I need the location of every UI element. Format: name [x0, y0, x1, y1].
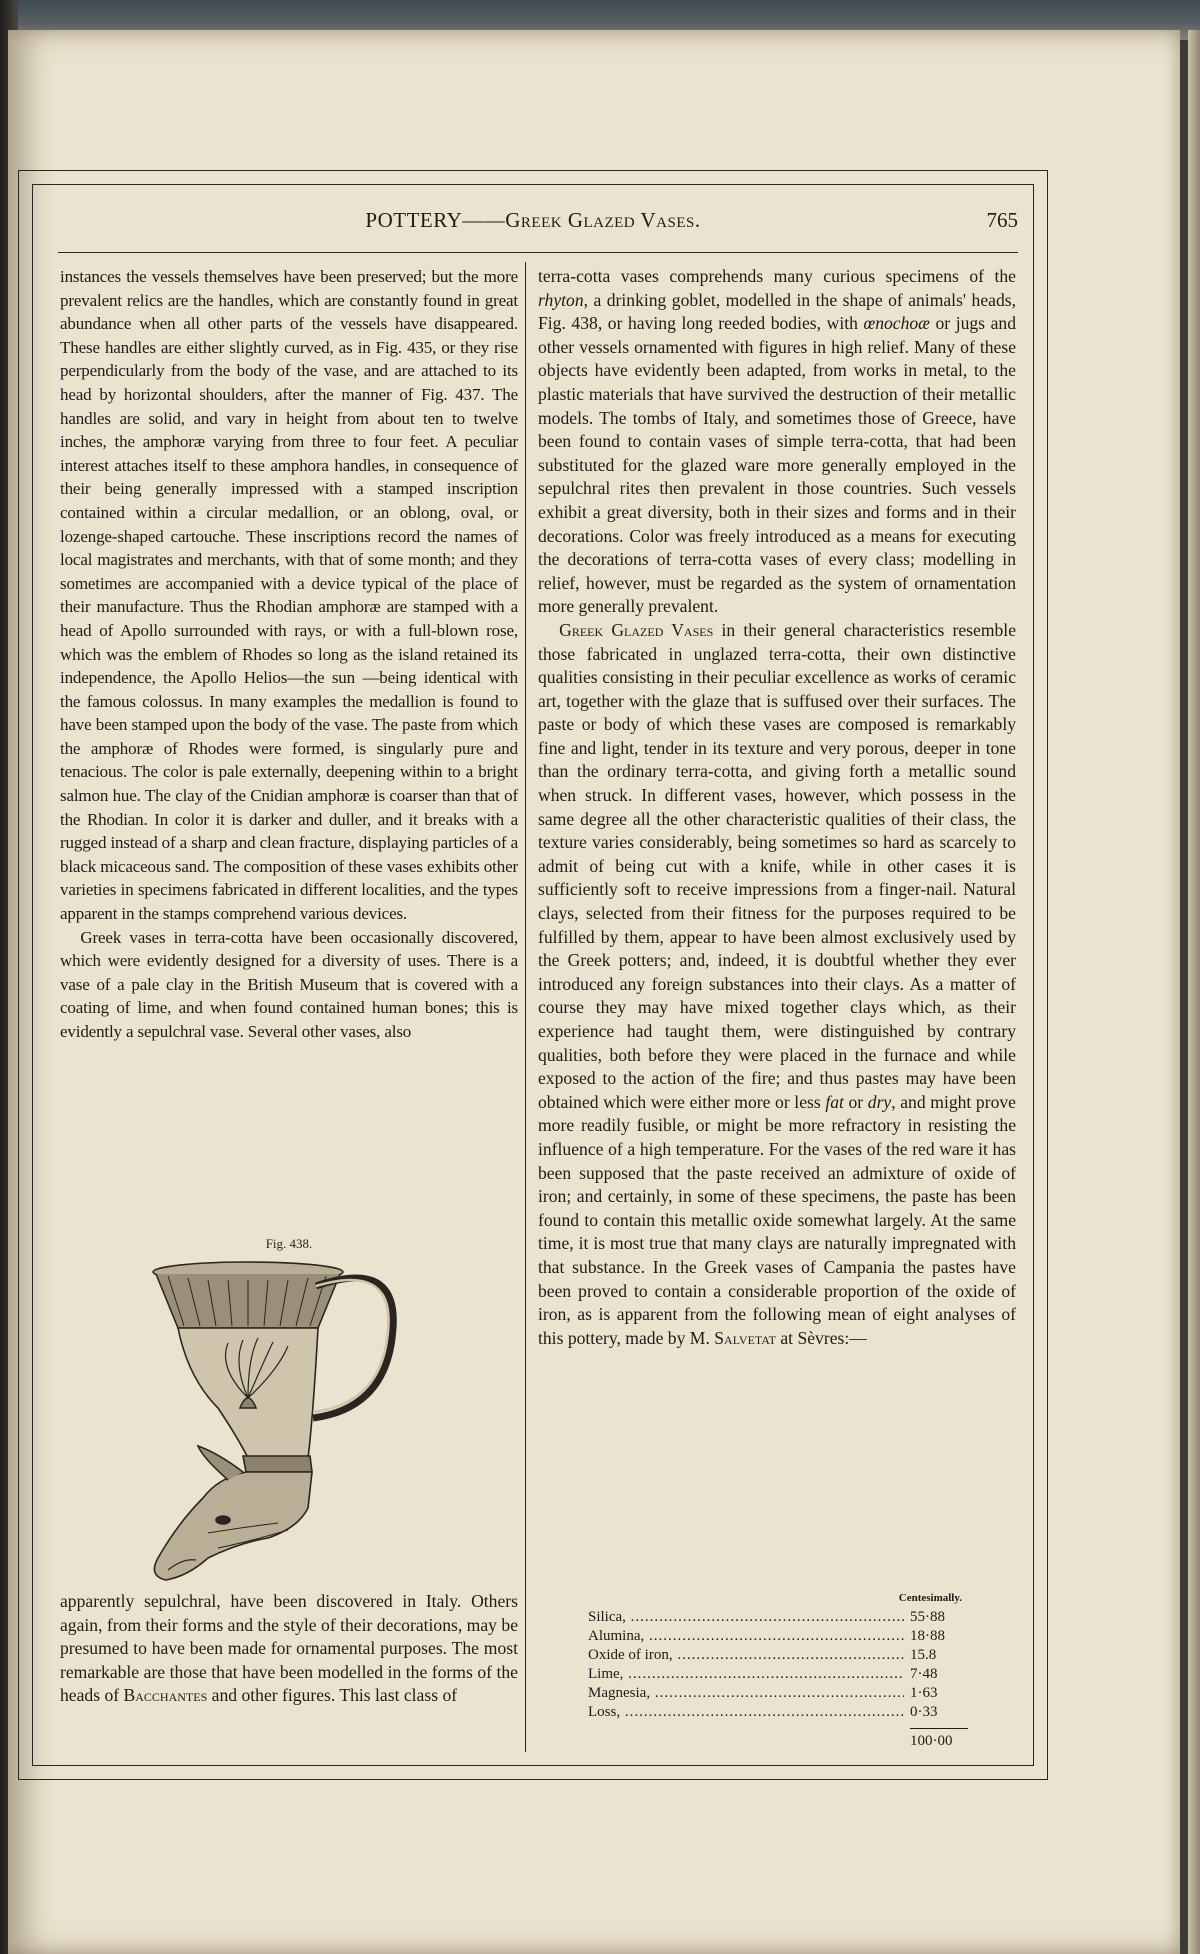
book-page: [8, 30, 1180, 1954]
component-name: Oxide of iron, .....: [588, 1646, 904, 1665]
table-row: [588, 1703, 968, 1722]
left-paragraph-3-start: apparently sepulchral, have been discovered in Italy. Others again, from their forms and the style of their decorations, may be presumed to have been made for ornamental purposes. The most remarkable are those that have been modelled in the forms of the heads of: [60, 1591, 518, 1706]
dry-term: dry: [867, 1091, 892, 1112]
right-paragraph-2: [538, 619, 1016, 1350]
oenochoae-term: œnochoæ: [863, 313, 930, 334]
left-paragraph-1: instances the vessels themselves have been preserved; but the more prevalent relics are the handles, which are constantly found in great abundance when all other parts of the vessels have disappeared. These handles are either slightly curved, as in Fig. 435, or they rise perpendicularly from the body of the vase, and are attached to its head by horizontal shoulders, after the manner of Fig. 437. The handles are solid, and vary in height from about ten to twelve inches, the amphoræ varying from three to four feet. A peculiar interest attaches itself to these amphora handles, in consequence of their being generally impressed with a stamped inscription contained within a circular medallion, or an oblong, oval, or lozenge-shaped cartouche. These inscriptions record the names of local magistrates and merchants, with that of some month; and they sometimes are accompanied with a device typical of the place of their manufacture. Thus the Rhodian amphoræ are stamped with a head of Apollo surrounded with rays, or with a full-blown rose, which was the emblem of Rhodes so long as the island retained its independence, the Apollo Helios—the sun —being identical with the famous colossus. In many examples the medallion is found to have been stamped upon the body of the vase. The paste from which the amphoræ of Rhodes were formed, is singularly pure and tenacious. The color is pale externally, deepening within to a bright salmon hue. The clay of the Cnidian amphoræ is coarser than that of the Rhodian. In color it is darker and duller, and it breaks with a rugged instead of a sharp and clean fracture, displaying particles of a black micaceous sand. The composition of these vases exhibits other varieties in specimens fabricated in different localities, and the types apparent in the stamps comprehend various devices.: [60, 267, 518, 924]
header-rule: [58, 252, 1018, 253]
right-paragraph-2-a: in their general characteristics resemble those fabricated in unglazed terra-cotta, their own distinctive qualities consisting in their peculiar excellence as works of ceramic art, together with the glaze that is suffused over their surfaces. The paste or body of which these vases are composed is remarkably fine and light, tender in its texture and very porous, deeper in tone than the ordinary terra-cotta, and giving forth a metallic sound when struck. In different vases, however, which possess in the same degree all the other characteristic qualities of their class, the texture varies considerably, being sometimes so hard as scarcely to admit of being cut with a knife, while in other cases it is sufficiently soft to receive impressions from a finger-nail. Natural clays, selected from their fitness for the purposes required to be fulfilled by them, appear to have been almost exclusively used by the Greek potters; and, indeed, it is doubtful whether they ever introduced any foreign substances into their clays. As a matter of course they may have mixed together clays which, as their experience had taught them, were distinguished by contrary qualities, both before they were placed in the furnace and while exposed to the action of the fire; and thus pastes may have been obtained which were either more or less: [538, 619, 1017, 1112]
left-column: [60, 265, 518, 1044]
component-name: Magnesia, .....: [588, 1684, 904, 1703]
rhyton-animal-head-vase-illustration: [148, 1258, 438, 1593]
salvetat-name: Salvetat: [714, 1327, 776, 1348]
total-rule: [910, 1728, 968, 1729]
right-paragraph-1-c: or jugs and other vessels ornamented with figures in high relief. Many of these objects have evidently been adapted, from works in metal, to the plastic materials that have survived the destruction of their metallic models. The tombs of Italy, and sometimes those of Greece, have been found to contain vases of simple terra-cotta, that had been substituted for the glazed ware more generally employed in the sepulchral rites then prevalent in those countries. Such vessels exhibit a great diversity, both in their sizes and forms and in their decorations. Color was freely introduced as a means for executing the decorations of terra-cotta vases of every class; modelling in relief, however, must be regarded as the system of ornamentation more generally prevalent.: [538, 313, 1016, 617]
page-number: 765: [986, 208, 1018, 232]
right-paragraph-1-a: terra-cotta vases comprehends many curious specimens of the: [538, 266, 1016, 286]
component-value: 15.8: [910, 1647, 937, 1663]
table-row: [588, 1646, 968, 1665]
right-paragraph-1-b: , a drinking goblet, modelled in the shape of animals' heads, Fig. 438, or having long reeded bodies, with: [538, 289, 1016, 334]
fat-term: fat: [825, 1091, 844, 1112]
greek-glazed-vases-heading: Greek Glazed Vases: [559, 619, 714, 640]
composition-header: Centesimally.: [898, 1592, 962, 1604]
running-head-title: [48, 208, 1018, 233]
rhyton-term: rhyton: [538, 289, 584, 310]
right-paragraph-2-or: or: [843, 1091, 868, 1112]
left-paragraph-2: Greek vases in terra-cotta have been occasionally discovered, which were evidently designed for a diversity of uses. There is a vase of a pale clay in the British Museum that is covered with a coating of lime, and when found contained human bones; this is evidently a sepulchral vase. Several other vases, also: [60, 927, 518, 1041]
component-name: Lime, .....: [588, 1665, 904, 1684]
total-value: 100·00: [910, 1733, 953, 1749]
running-head-main: POTTERY: [365, 208, 463, 232]
component-name: Alumina, .....: [588, 1627, 904, 1646]
right-column: [538, 265, 1016, 1350]
running-head-subtitle: Greek Glazed Vases.: [505, 208, 701, 232]
component-value: 7·48: [910, 1666, 938, 1682]
right-paragraph-1: [538, 265, 1016, 619]
right-paragraph-2-b: , and might prove more readily fusible, or might be more refractory in resisting the influence of a high temperature. For the vases of the red ware it has been supposed that the paste received an admixture of oxide of iron; and certainly, in some of these specimens, the paste has been found to contain this metallic oxide somewhat largely. At the same time, it is most true that many clays are naturally impregnated with that substance. In the Greek vases of Campania the pastes have been proved to contain a considerable proportion of the oxide of iron, as is apparent from the following mean of eight analyses of this pottery, made by M.: [538, 1091, 1016, 1348]
component-value: 18·88: [910, 1628, 945, 1644]
component-value: 1·63: [910, 1685, 938, 1701]
table-row: [588, 1627, 968, 1646]
bacchantes-term: Bacchantes: [123, 1685, 208, 1706]
running-head-separator: ——: [462, 208, 506, 232]
running-head: [48, 208, 1018, 242]
left-paragraph-3-end: and other figures. This last class of: [207, 1685, 458, 1706]
composition-table: [588, 1592, 968, 1750]
figure-caption: Fig. 438.: [265, 1236, 313, 1251]
component-value: 55·88: [910, 1609, 945, 1625]
left-column-continuation: [60, 1590, 518, 1708]
table-row: [588, 1684, 968, 1703]
right-paragraph-2-c: at Sèvres:—: [775, 1327, 867, 1348]
component-name: Loss, .....: [588, 1703, 904, 1722]
column-divider: [525, 262, 526, 1752]
component-name: Silica, .....: [588, 1608, 904, 1627]
component-value: 0·33: [910, 1704, 938, 1720]
table-row: [588, 1665, 968, 1684]
composition-total: [588, 1733, 968, 1750]
page-edge: [1188, 30, 1200, 1954]
table-row: [588, 1608, 968, 1627]
left-paragraph-3: [60, 1590, 518, 1708]
